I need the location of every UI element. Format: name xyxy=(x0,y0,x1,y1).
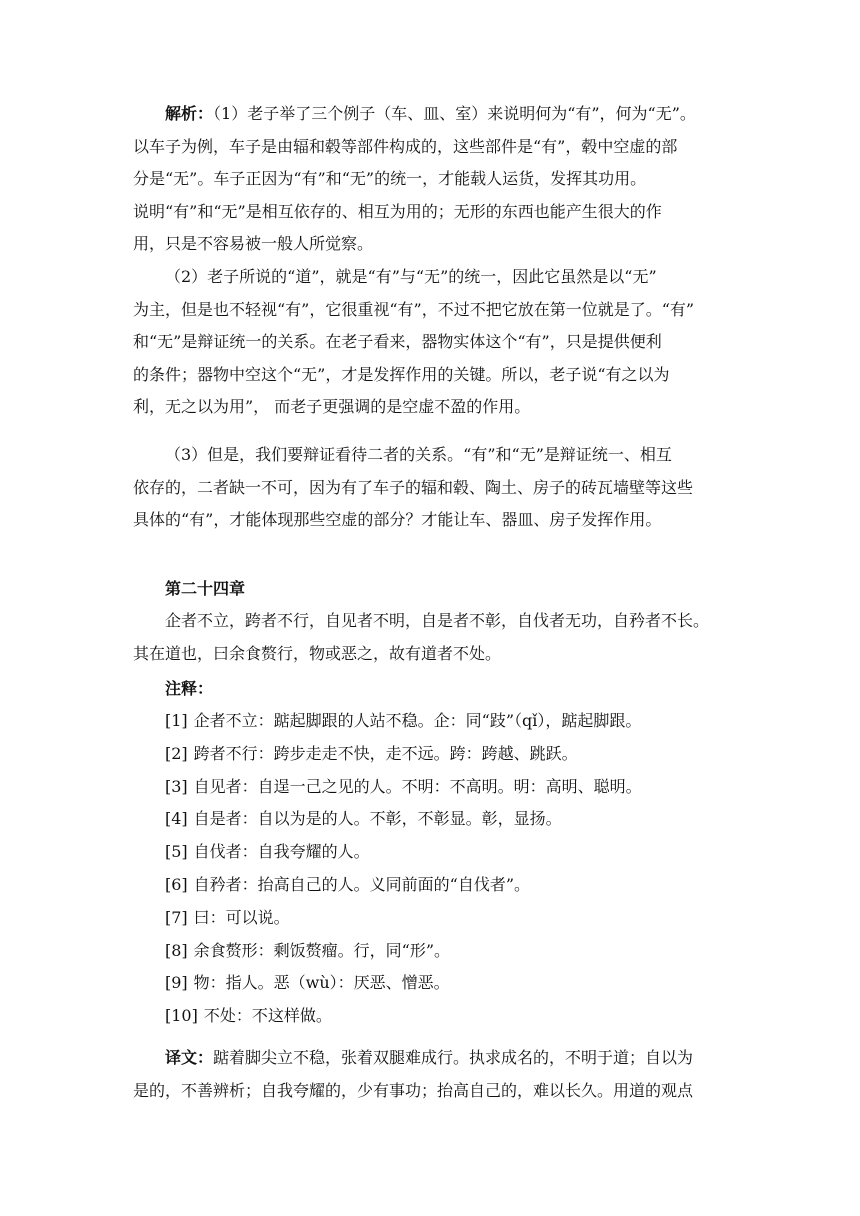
note-item xyxy=(165,1000,745,1033)
note-item xyxy=(165,803,745,836)
translation-paragraph xyxy=(133,1042,736,1107)
note-item xyxy=(165,902,745,935)
note-text: 不处：不这样做。 xyxy=(203,1006,332,1026)
note-text: 企者不立：踮起脚跟的人站不稳。企：同“跂”（qǐ），踮起脚跟。 xyxy=(193,711,642,730)
note-number: [7] xyxy=(165,907,188,927)
note-text: 自是者：自以为是的人。不彰，不彰显。彰，显扬。 xyxy=(193,809,562,829)
analysis-line: 说明“有”和“无”是相互依存的、相互为用的；无形的东西也能产生很大的作 xyxy=(133,201,662,221)
analysis-label: 解析： xyxy=(165,104,214,123)
analysis-line: 和“无”是辩证统一的关系。在老子看来，器物实体这个“有”，只是提供便利 xyxy=(133,332,662,351)
analysis-line: 用，只是不容易被一般人所觉察。 xyxy=(133,234,374,253)
note-number: [3] xyxy=(165,776,188,796)
translation-line: 是的，不善辨析；自我夸耀的，少有事功；抬高自己的，难以长久。用道的观点 xyxy=(133,1080,694,1100)
note-text: 自见者：自逞一己之见的人。不明：不高明。明：高明、聪明。 xyxy=(193,776,642,796)
analysis-line: 为主，但是也不轻视“有”，它很重视“有”，不过不把它放在第一位就是了。“有” xyxy=(133,299,695,319)
analysis-line: 具体的“有”，才能体现那些空虚的部分？才能让车、器皿、房子发挥作用。 xyxy=(133,510,662,529)
translation-label: 译文： xyxy=(165,1048,214,1067)
analysis-line: 分是“无”。车子正因为“有”和“无”的统一，才能载人运货，发挥其功用。 xyxy=(133,169,647,188)
note-number: [10] xyxy=(165,1006,198,1026)
note-item xyxy=(165,869,745,902)
note-text: 曰：可以说。 xyxy=(193,907,290,927)
analysis-line: 利，无之以为用”， 而老子更强调的是空虚不盈的作用。 xyxy=(133,397,531,416)
analysis-line: （3）但是，我们要辩证看待二者的关系。“有”和“无”是辩证统一、相互 xyxy=(165,445,672,464)
chapter-title: 第二十四章 xyxy=(165,579,246,598)
analysis-paragraph-3 xyxy=(133,439,736,537)
chapter-text-line: 其在道也，曰余食赘行，物或恶之，故有道者不处。 xyxy=(133,643,502,663)
translation-line: 译文：踮着脚尖立不稳，张着双腿难成行。执求成名的，不明于道；自以为 xyxy=(165,1048,694,1067)
analysis-line: （2）老子所说的“道”，就是“有”与“无”的统一，因此它虽然是以“无” xyxy=(165,267,657,286)
note-text: 余食赘形：剩饭赘瘤。行，同“形”。 xyxy=(193,940,451,960)
analysis-line: 的条件；器物中空这个“无”，才是发挥作用的关键。所以，老子说“有之以为 xyxy=(133,364,670,384)
notes-label-block xyxy=(133,673,736,706)
analysis-line: 解析：（1）老子举了三个例子（车、皿、室）来说明何为“有”，何为“无”。 xyxy=(165,104,696,123)
note-text: 自伐者：自我夸耀的人。 xyxy=(193,842,370,862)
chapter-title-block xyxy=(133,573,736,606)
note-number: [4] xyxy=(165,809,188,829)
note-number: [9] xyxy=(165,973,188,993)
notes-label: 注释： xyxy=(165,679,214,698)
notes-list xyxy=(165,705,745,1033)
note-item xyxy=(165,967,745,1000)
analysis-paragraph-1 xyxy=(133,98,736,261)
note-number: [5] xyxy=(165,842,188,862)
note-number: [6] xyxy=(165,874,188,894)
note-item xyxy=(165,935,745,968)
analysis-line: 依存的，二者缺一不可，因为有了车子的辐和毂、陶土、房子的砖瓦墙壁等这些 xyxy=(133,477,694,497)
chapter-text-line: 企者不立，跨者不行，自见者不明，自是者不彰，自伐者无功，自矜者不长。 xyxy=(165,611,710,630)
note-text: 跨者不行：跨步走走不快，走不远。跨：跨越、跳跃。 xyxy=(193,743,578,763)
note-text: 自矜者：抬高自己的人。义同前面的“自伐者”。 xyxy=(193,874,531,894)
note-item xyxy=(165,836,745,869)
analysis-paragraph-2 xyxy=(133,261,736,424)
chapter-text xyxy=(133,605,736,670)
note-text: 物：指人。恶（wù）：厌恶、憎恶。 xyxy=(193,973,450,993)
note-number: [2] xyxy=(165,743,188,763)
analysis-line: 以车子为例，车子是由辐和毂等部件构成的，这些部件是“有”，毂中空虚的部 xyxy=(133,136,678,156)
note-item xyxy=(165,771,745,804)
note-number: [8] xyxy=(165,940,188,960)
note-number: [1] xyxy=(165,711,188,730)
note-item xyxy=(165,705,745,738)
note-item xyxy=(165,738,745,771)
